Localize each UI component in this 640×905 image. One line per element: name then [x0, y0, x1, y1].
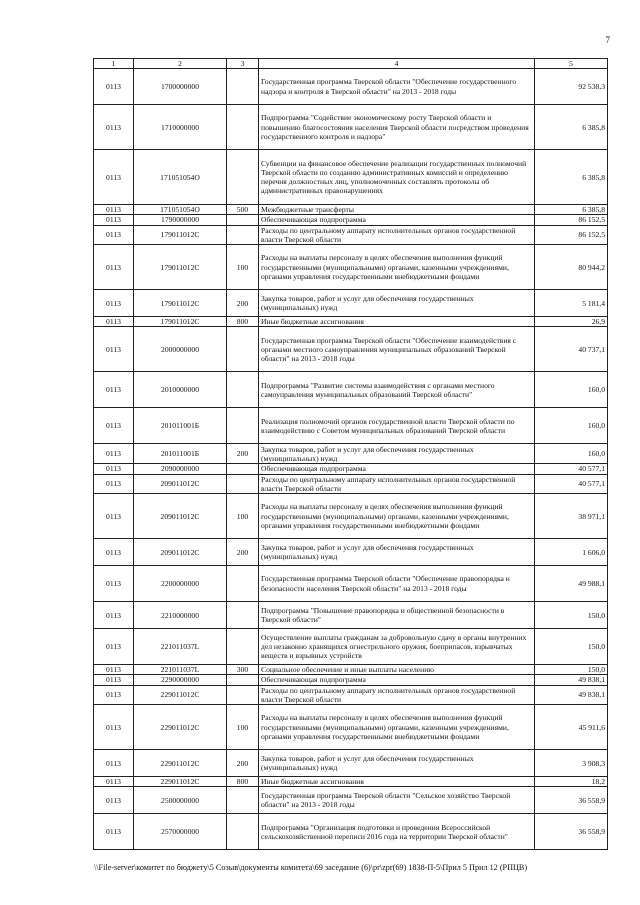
name-cell: Межбюджетные трансферты [259, 205, 535, 215]
table-row [94, 245, 608, 290]
name-cell: Обеспечивающая подпрограмма [259, 675, 535, 685]
section-code-cell: 0113 [94, 290, 134, 317]
table-row [94, 685, 608, 705]
target-article-cell: 1700000000 [134, 69, 227, 105]
expense-type-cell: 300 [227, 665, 259, 675]
expense-type-cell [227, 685, 259, 705]
section-code-cell: 0113 [94, 685, 134, 705]
header-col-5: 5 [535, 59, 608, 69]
section-code-cell: 0113 [94, 464, 134, 474]
name-cell: Расходы на выплаты персоналу в целях обеспечения выполнения функций государственными (муниципальными) органами, казенными учреждениями, органами управления государственными внебюджетными фондами [259, 494, 535, 539]
amount-cell: 92 538,3 [535, 69, 608, 105]
section-code-cell: 0113 [94, 69, 134, 105]
target-article-cell: 209011012С [134, 474, 227, 494]
amount-cell: 36 558,9 [535, 814, 608, 850]
expense-type-cell [227, 787, 259, 814]
table-row [94, 372, 608, 408]
table-header-row [94, 59, 608, 69]
expense-type-cell [227, 602, 259, 629]
target-article-cell: 229011012С [134, 777, 227, 787]
expense-type-cell [227, 105, 259, 150]
expense-type-cell [227, 814, 259, 850]
target-article-cell: 2500000000 [134, 787, 227, 814]
amount-cell: 150,0 [535, 665, 608, 675]
expense-type-cell [227, 629, 259, 665]
table-row [94, 602, 608, 629]
table-row [94, 317, 608, 327]
target-article-cell: 201011001Б [134, 408, 227, 444]
target-article-cell: 2570000000 [134, 814, 227, 850]
section-code-cell: 0113 [94, 750, 134, 777]
expense-type-cell: 200 [227, 539, 259, 566]
expense-type-cell: 500 [227, 205, 259, 215]
amount-cell: 5 181,4 [535, 290, 608, 317]
name-cell: Расходы по центральному аппарату исполнительных органов государственной власти Тверской области [259, 685, 535, 705]
budget-table [93, 58, 608, 850]
table-row [94, 787, 608, 814]
section-code-cell: 0113 [94, 665, 134, 675]
name-cell: Государственная программа Тверской области "Обеспечение взаимодействия с органами местного самоуправления муниципальных образований Тверской области" на 2013 - 2018 годы [259, 327, 535, 372]
name-cell: Государственная программа Тверской области "Обеспечение правопорядка и безопасности населения Тверской области" на 2013 - 2018 годы [259, 566, 535, 602]
section-code-cell: 0113 [94, 372, 134, 408]
amount-cell: 150,0 [535, 602, 608, 629]
expense-type-cell: 800 [227, 317, 259, 327]
table-row [94, 814, 608, 850]
name-cell: Осуществление выплаты гражданам за добровольную сдачу в органы внутренних дел незаконно хранящихся огнестрельного оружия, боеприпасов, взрывчатых веществ и взрывных устройств [259, 629, 535, 665]
table-row [94, 474, 608, 494]
name-cell: Закупка товаров, работ и услуг для обеспечения государственных (муниципальных) нужд [259, 290, 535, 317]
name-cell: Иные бюджетные ассигнования [259, 777, 535, 787]
table-row [94, 215, 608, 225]
section-code-cell: 0113 [94, 225, 134, 245]
amount-cell: 6 385,8 [535, 150, 608, 205]
section-code-cell: 0113 [94, 494, 134, 539]
amount-cell: 40 577,1 [535, 474, 608, 494]
expense-type-cell: 200 [227, 750, 259, 777]
section-code-cell: 0113 [94, 215, 134, 225]
expense-type-cell [227, 566, 259, 602]
amount-cell: 40 737,1 [535, 327, 608, 372]
section-code-cell: 0113 [94, 444, 134, 464]
target-article-cell: 179011012С [134, 290, 227, 317]
target-article-cell: 229011012С [134, 685, 227, 705]
amount-cell: 160,0 [535, 408, 608, 444]
section-code-cell: 0113 [94, 566, 134, 602]
name-cell: Подпрограмма "Развитие системы взаимодействия с органами местного самоуправления муниципальных образований Тверской области" [259, 372, 535, 408]
table-row [94, 665, 608, 675]
name-cell: Субвенции на финансовое обеспечение реализации государственных полномочий Тверской области по созданию административных комиссий и определению перечня должностных лиц, уполномоченных составлять протоколы об административных правонарушениях [259, 150, 535, 205]
target-article-cell: 1790000000 [134, 215, 227, 225]
target-article-cell: 1710000000 [134, 105, 227, 150]
amount-cell: 38 971,1 [535, 494, 608, 539]
amount-cell: 6 385,8 [535, 105, 608, 150]
amount-cell: 40 577,1 [535, 464, 608, 474]
name-cell: Расходы по центральному аппарату исполнительных органов государственной власти Тверской области [259, 474, 535, 494]
target-article-cell: 2210000000 [134, 602, 227, 629]
file-path-footer: \\File-server\комитет по бюджету\5 Созыв\документы комитета\69 заседание (6)\pr\zpr(69) 1838-П-5\Прил 5 Прил 12 (РПЦВ) [94, 863, 528, 872]
section-code-cell: 0113 [94, 317, 134, 327]
table-row [94, 566, 608, 602]
section-code-cell: 0113 [94, 408, 134, 444]
name-cell: Закупка товаров, работ и услуг для обеспечения государственных (муниципальных) нужд [259, 444, 535, 464]
expense-type-cell [227, 69, 259, 105]
expense-type-cell: 200 [227, 290, 259, 317]
name-cell: Государственная программа Тверской области "Обеспечение государственного надзора и контроля в Тверской области" на 2013 - 2018 годы [259, 69, 535, 105]
target-article-cell: 2000000000 [134, 327, 227, 372]
target-article-cell: 229011012С [134, 750, 227, 777]
amount-cell: 49 988,1 [535, 566, 608, 602]
target-article-cell: 2200000000 [134, 566, 227, 602]
table-row [94, 705, 608, 750]
section-code-cell: 0113 [94, 205, 134, 215]
name-cell: Закупка товаров, работ и услуг для обеспечения государственных (муниципальных) нужд [259, 539, 535, 566]
expense-type-cell: 100 [227, 705, 259, 750]
amount-cell: 45 911,6 [535, 705, 608, 750]
table-row [94, 408, 608, 444]
header-col-3: 3 [227, 59, 259, 69]
section-code-cell: 0113 [94, 629, 134, 665]
target-article-cell: 171051054О [134, 205, 227, 215]
expense-type-cell [227, 474, 259, 494]
page-number: 7 [605, 35, 610, 45]
section-code-cell: 0113 [94, 327, 134, 372]
amount-cell: 49 838,1 [535, 685, 608, 705]
table-row [94, 290, 608, 317]
expense-type-cell: 200 [227, 444, 259, 464]
target-article-cell: 221011037L [134, 665, 227, 675]
amount-cell: 1 606,0 [535, 539, 608, 566]
name-cell: Расходы на выплаты персоналу в целях обеспечения выполнения функций государственными (муниципальными) органами, казенными учреждениями, органами управления государственными внебюджетными фондами [259, 245, 535, 290]
target-article-cell: 171051054О [134, 150, 227, 205]
target-article-cell: 2290000000 [134, 675, 227, 685]
name-cell: Подпрограмма "Повышение правопорядка и общественной безопасности в Тверской области" [259, 602, 535, 629]
expense-type-cell [227, 150, 259, 205]
expense-type-cell [227, 464, 259, 474]
amount-cell: 36 558,9 [535, 787, 608, 814]
amount-cell: 80 944,2 [535, 245, 608, 290]
table-row [94, 327, 608, 372]
section-code-cell: 0113 [94, 474, 134, 494]
target-article-cell: 209011012С [134, 539, 227, 566]
header-col-4: 4 [259, 59, 535, 69]
name-cell: Обеспечивающая подпрограмма [259, 215, 535, 225]
amount-cell: 160,0 [535, 372, 608, 408]
expense-type-cell [227, 675, 259, 685]
target-article-cell: 229011012С [134, 705, 227, 750]
target-article-cell: 201011001Б [134, 444, 227, 464]
section-code-cell: 0113 [94, 814, 134, 850]
table-row [94, 777, 608, 787]
name-cell: Реализация полномочий органов государственной власти Тверской области по взаимодействию с Советом муниципальных образований Тверской области [259, 408, 535, 444]
expense-type-cell: 100 [227, 494, 259, 539]
table-row [94, 444, 608, 464]
name-cell: Государственная программа Тверской области "Сельское хозяйство Тверской области" на 2013 - 2018 годы [259, 787, 535, 814]
table-row [94, 539, 608, 566]
target-article-cell: 2090000000 [134, 464, 227, 474]
name-cell: Расходы по центральному аппарату исполнительных органов государственной власти Тверской области [259, 225, 535, 245]
section-code-cell: 0113 [94, 705, 134, 750]
table-body [94, 69, 608, 850]
expense-type-cell [227, 225, 259, 245]
table-row [94, 675, 608, 685]
section-code-cell: 0113 [94, 787, 134, 814]
header-col-2: 2 [134, 59, 227, 69]
section-code-cell: 0113 [94, 675, 134, 685]
section-code-cell: 0113 [94, 105, 134, 150]
table-row [94, 225, 608, 245]
section-code-cell: 0113 [94, 150, 134, 205]
table-row [94, 205, 608, 215]
name-cell: Расходы на выплаты персоналу в целях обеспечения выполнения функций государственными (муниципальными) органами, казенными учреждениями, органами управления государственными внебюджетными фондами [259, 705, 535, 750]
name-cell: Закупка товаров, работ и услуг для обеспечения государственных (муниципальных) нужд [259, 750, 535, 777]
expense-type-cell [227, 408, 259, 444]
amount-cell: 160,0 [535, 444, 608, 464]
expense-type-cell: 100 [227, 245, 259, 290]
table-row [94, 494, 608, 539]
name-cell: Социальное обеспечение и иные выплаты населению [259, 665, 535, 675]
section-code-cell: 0113 [94, 777, 134, 787]
target-article-cell: 179011012С [134, 245, 227, 290]
expense-type-cell [227, 327, 259, 372]
name-cell: Обеспечивающая подпрограмма [259, 464, 535, 474]
section-code-cell: 0113 [94, 245, 134, 290]
section-code-cell: 0113 [94, 602, 134, 629]
amount-cell: 26,9 [535, 317, 608, 327]
amount-cell: 150,0 [535, 629, 608, 665]
table-row [94, 69, 608, 105]
amount-cell: 18,2 [535, 777, 608, 787]
name-cell: Иные бюджетные ассигнования [259, 317, 535, 327]
target-article-cell: 2010000000 [134, 372, 227, 408]
table-row [94, 464, 608, 474]
expense-type-cell [227, 372, 259, 408]
target-article-cell: 209011012С [134, 494, 227, 539]
table-row [94, 105, 608, 150]
expense-type-cell: 800 [227, 777, 259, 787]
target-article-cell: 179011012С [134, 317, 227, 327]
amount-cell: 86 152,5 [535, 225, 608, 245]
expense-type-cell [227, 215, 259, 225]
target-article-cell: 221011037L [134, 629, 227, 665]
amount-cell: 86 152,5 [535, 215, 608, 225]
amount-cell: 49 838,1 [535, 675, 608, 685]
amount-cell: 3 908,3 [535, 750, 608, 777]
table-row [94, 629, 608, 665]
header-col-1: 1 [94, 59, 134, 69]
section-code-cell: 0113 [94, 539, 134, 566]
table-row [94, 150, 608, 205]
name-cell: Подпрограмма "Организация подготовки и проведения Всероссийской сельскохозяйственной переписи 2016 года на территории Тверской области" [259, 814, 535, 850]
target-article-cell: 179011012С [134, 225, 227, 245]
amount-cell: 6 385,8 [535, 205, 608, 215]
name-cell: Подпрограмма "Содействие экономическому росту Тверской области и повышению благосостояния населения Тверской области посредством проведения государственного контроля и надзора" [259, 105, 535, 150]
table-row [94, 750, 608, 777]
